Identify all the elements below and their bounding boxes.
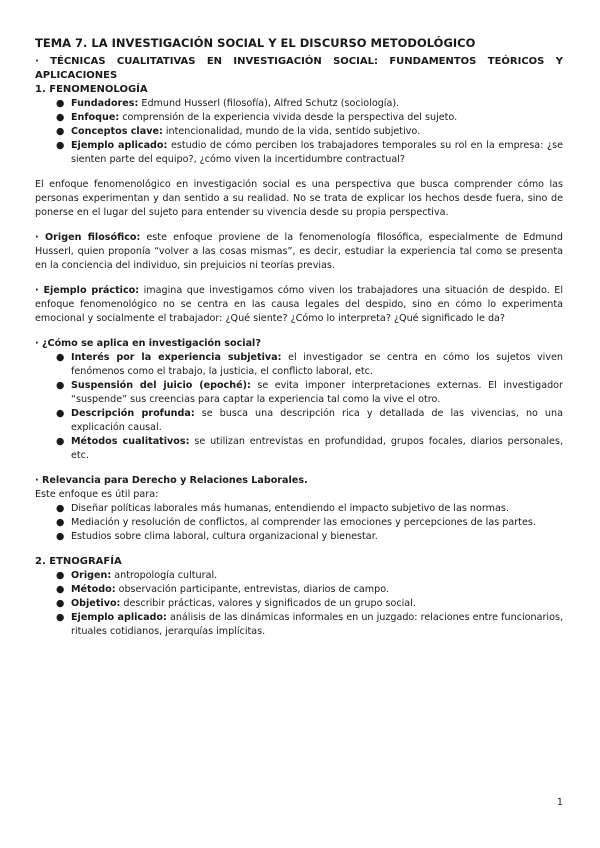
relevancia-heading: · Relevancia para Derecho y Relaciones Laborales. xyxy=(35,475,308,486)
etnografia-list xyxy=(35,569,563,639)
bullet-icon: ● xyxy=(56,140,65,151)
bullet-icon: ● xyxy=(56,408,65,419)
list-item: ● Interés por la experiencia subjetiva: el investigador se centra en cómo los sujetos viven fenómenos como el trabajo, la justicia, el conflicto laboral, etc. xyxy=(56,352,563,377)
relevancia-intro: Este enfoque es útil para: xyxy=(35,489,159,500)
section-heading-fenomenologia: 1. FENOMENOLOGÍA xyxy=(35,84,148,95)
list-item: ● Enfoque: comprensión de la experiencia vivida desde la perspectiva del sujeto. xyxy=(56,112,458,123)
list-item: ● Objetivo: describir prácticas, valores y significados de un grupo social. xyxy=(56,598,416,609)
list-item: ● Origen: antropología cultural. xyxy=(56,570,218,581)
list-item: ● Ejemplo aplicado: análisis de las dinámicas informales en un juzgado: relaciones entre funcionarios, rituales cotidianos, jerarquías implícitas. xyxy=(56,612,563,637)
bullet-icon: ● xyxy=(56,126,65,137)
origen-paragraph: · Origen filosófico: este enfoque proviene de la fenomenología filosófica, especialmente de Edmund Husserl, quien proponía “volver a las cosas mismas”, es decir, estudiar la experiencia tal como se presenta en la conciencia del individuo, sin prejuicios ni teorías previas. xyxy=(35,232,563,271)
relevancia-list xyxy=(35,502,563,544)
list-item: ● Ejemplo aplicado: estudio de cómo perciben los trabajadores temporales su rol en la empresa: ¿se sienten parte del equipo?, ¿cómo viven la incertidumbre contractual? xyxy=(56,140,564,165)
aplica-list xyxy=(35,351,563,463)
bullet-icon: ● xyxy=(56,380,65,391)
bullet-icon: ● xyxy=(56,352,65,363)
intro-paragraph: El enfoque fenomenológico en investigación social es una perspectiva que busca comprender cómo las personas experimentan y dan sentido a su realidad. No se trata de explicar los hechos desde fuera, sino de ponerse en el lugar del sujeto para entender su vivencia desde su propia perspectiva. xyxy=(35,179,563,218)
list-item: ● Estudios sobre clima laboral, cultura organizacional y bienestar. xyxy=(56,531,378,542)
document-subtitle: · TÉCNICAS CUALITATIVAS EN INVESTIGACIÓN SOCIAL: FUNDAMENTOS TEÓRICOS Y APLICACIONES xyxy=(35,56,563,81)
fenomenologia-list xyxy=(35,97,563,167)
ejemplo-paragraph: · Ejemplo práctico: imagina que investigamos cómo viven los trabajadores una situación de despido. El enfoque fenomenológico no se centra en las causa legales del despido, sino en cómo lo experimenta emocional y socialmente el trabajador: ¿Qué siente? ¿Cómo lo interpreta? ¿Qué significado le da? xyxy=(35,285,563,324)
list-item: ● Métodos cualitativos: se utilizan entrevistas en profundidad, grupos focales, diarios personales, etc. xyxy=(56,436,563,461)
page-number: 1 xyxy=(556,797,563,808)
bullet-icon: ● xyxy=(56,436,65,447)
bullet-icon: ● xyxy=(56,517,65,528)
bullet-icon: ● xyxy=(56,531,65,542)
document-page xyxy=(35,36,563,639)
bullet-icon: ● xyxy=(56,598,65,609)
list-item: ● Diseñar políticas laborales más humanas, entendiendo el impacto subjetivo de las normas. xyxy=(56,503,509,514)
bullet-icon: ● xyxy=(56,98,65,109)
section-heading-etnografia: 2. ETNOGRAFÍA xyxy=(35,556,122,567)
list-item: ● Conceptos clave: intencionalidad, mundo de la vida, sentido subjetivo. xyxy=(56,126,421,137)
bullet-icon: ● xyxy=(56,612,65,623)
bullet-icon: ● xyxy=(56,503,65,514)
bullet-icon: ● xyxy=(56,570,65,581)
bullet-icon: ● xyxy=(56,112,65,123)
aplica-heading: · ¿Cómo se aplica en investigación social? xyxy=(35,338,261,349)
bullet-icon: ● xyxy=(56,584,65,595)
document-title: TEMA 7. LA INVESTIGACIÓN SOCIAL Y EL DISCURSO METODOLÓGICO xyxy=(35,36,476,50)
list-item: ● Método: observación participante, entrevistas, diarios de campo. xyxy=(56,584,389,595)
list-item: ● Descripción profunda: se busca una descripción rica y detallada de las vivencias, no una explicación causal. xyxy=(56,408,563,433)
list-item: ● Mediación y resolución de conflictos, al comprender las emociones y percepciones de las partes. xyxy=(56,517,536,528)
list-item: ● Suspensión del juicio (epoché): se evita imponer interpretaciones externas. El investigador “suspende” sus creencias para captar la experiencia tal como la vive el otro. xyxy=(56,380,563,405)
list-item: ● Fundadores: Edmund Husserl (filosofía), Alfred Schutz (sociología). xyxy=(56,98,400,109)
